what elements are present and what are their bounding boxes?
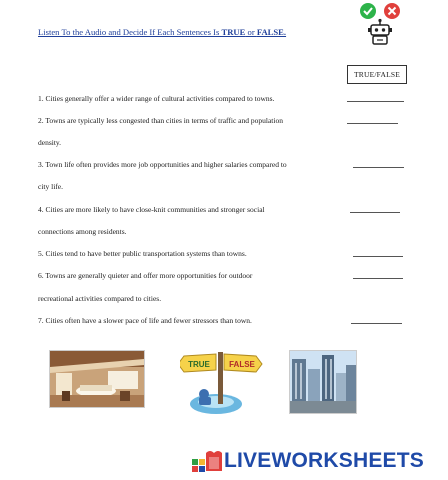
title-prefix: Listen To the Audio and Decide If Each Sentences Is (38, 27, 222, 37)
answer-blank-5[interactable] (353, 256, 403, 257)
liveworksheets-logo (190, 448, 438, 474)
statement-4: 4. Cities are more likely to have close-knit communities and stronger social (38, 205, 265, 214)
true-false-header: TRUE/FALSE (347, 65, 407, 84)
answer-blank-6[interactable] (353, 278, 403, 279)
statement-5: 5. Cities tend to have better public transportation systems than towns. (38, 249, 247, 258)
statement-3: 3. Town life often provides more job opportunities and higher salaries compared to (38, 160, 287, 169)
statement-4-cont: connections among residents. (38, 227, 127, 236)
signpost-true-label: TRUE (188, 360, 210, 369)
worksheet-title (38, 27, 286, 37)
answer-blank-2[interactable] (347, 123, 398, 124)
statement-6-cont: recreational activities compared to cities. (38, 294, 162, 303)
city-skyline-photo (289, 350, 357, 414)
robot-check-cross-icon (352, 2, 408, 46)
signpost-false-label: FALSE (229, 360, 255, 369)
statement-2-cont: density. (38, 138, 62, 147)
statement-2: 2. Towns are typically less congested than cities in terms of traffic and population (38, 116, 283, 125)
answer-blank-1[interactable] (347, 101, 404, 102)
true-false-signpost-icon (180, 344, 264, 416)
liveworksheets-wordmark: LIVEWORKSHEETS (224, 449, 424, 472)
title-true: TRUE (221, 27, 246, 37)
statement-6: 6. Towns are generally quieter and offer more opportunities for outdoor (38, 271, 253, 280)
statement-3-cont: city life. (38, 182, 63, 191)
answer-blank-3[interactable] (353, 167, 404, 168)
statement-7: 7. Cities often have a slower pace of life and fewer stressors than town. (38, 316, 252, 325)
statement-1: 1. Cities generally offer a wider range of cultural activities compared to towns. (38, 94, 275, 103)
museum-interior-photo (49, 350, 145, 408)
liveworksheets-logo-icon (190, 449, 224, 473)
answer-blank-7[interactable] (351, 323, 402, 324)
title-mid: or (245, 27, 257, 37)
answer-blank-4[interactable] (350, 212, 400, 213)
title-false: FALSE. (256, 27, 287, 37)
